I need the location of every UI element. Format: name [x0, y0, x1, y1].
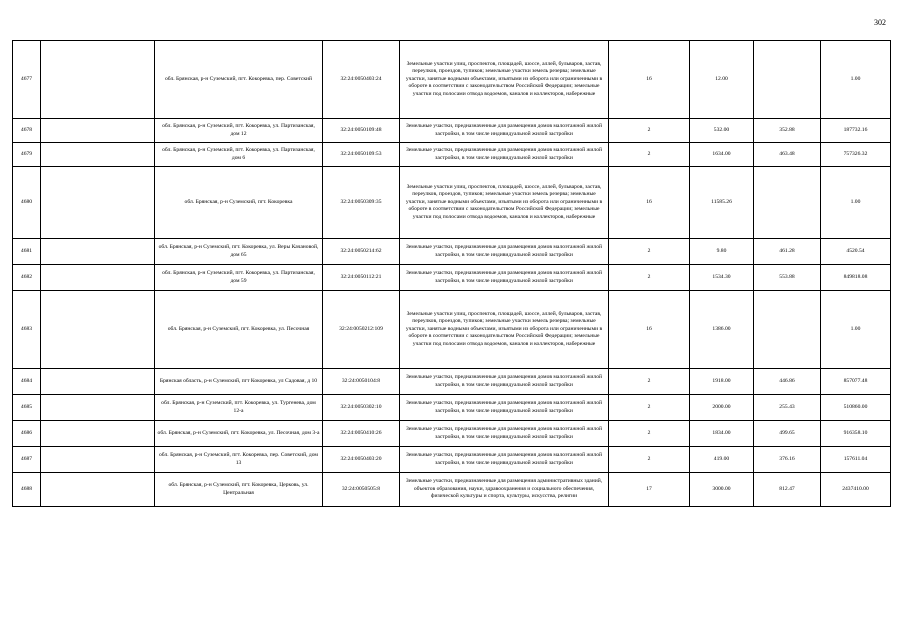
address-cell: обл. Брянская, р-н Суземский, пгт. Кокоревка, пер. Советский — [155, 41, 323, 119]
land-use-cell: Земельные участки, предназначенные для размещения домов малоэтажной жилой застройки, в том числе индивидуальной жилой застройки — [400, 369, 609, 395]
table-row — [13, 369, 891, 395]
cadastral-value-cell: 510860.00 — [821, 395, 891, 421]
address-cell: обл. Брянская, р-н Суземский, пгт. Кокоревка — [155, 167, 323, 239]
specific-value-cell — [754, 167, 821, 239]
cadastral-value-cell: 857077.48 — [821, 369, 891, 395]
group-cell: 2 — [609, 265, 690, 291]
address-cell: обл. Брянская, р-н Суземский, пгт. Кокоревка, ул. Партизанская, дом 12 — [155, 119, 323, 143]
blank-cell — [41, 395, 155, 421]
area-cell: 1834.00 — [690, 421, 754, 447]
table-row — [13, 143, 891, 167]
cadastral-value-cell: 849818.08 — [821, 265, 891, 291]
group-cell: 16 — [609, 41, 690, 119]
address-cell: Брянская область, р-н Суземский, пгт Кокоревка, ул Садовая, д 10 — [155, 369, 323, 395]
specific-value-cell: 553.88 — [754, 265, 821, 291]
address-cell: обл. Брянская, р-н Суземский, пгт. Кокоревка, ул. Веры Качановой, дом 65 — [155, 239, 323, 265]
blank-cell — [41, 291, 155, 369]
group-cell: 2 — [609, 239, 690, 265]
cadastral-number-cell: 32:24:0050505:8 — [323, 473, 400, 507]
blank-cell — [41, 369, 155, 395]
row-number: 4678 — [13, 119, 41, 143]
specific-value-cell: 499.65 — [754, 421, 821, 447]
row-number: 4679 — [13, 143, 41, 167]
address-cell: обл. Брянская, р-н Суземский, пгт. Кокоревка, пер. Советский, дом 13 — [155, 447, 323, 473]
cadastral-number-cell: 32:24:0050309:35 — [323, 167, 400, 239]
group-cell: 16 — [609, 167, 690, 239]
cadastral-number-cell: 32:24:0050403:20 — [323, 447, 400, 473]
land-use-cell: Земельные участки улиц, проспектов, площадей, шоссе, аллей, бульваров, застав, переулков, проездов, тупиков; земельные участки земель резерва; земельные участки, занятые водными объектами, изъятыми из оборота или ограниченными в обороте в соответствии с законодательством Российской Федерации; земельные участки под полосами отвода водоемов, каналов и коллекторов, набережные — [400, 291, 609, 369]
table-row — [13, 119, 891, 143]
cadastral-number-cell: 32:24:0050112:21 — [323, 265, 400, 291]
row-number: 4686 — [13, 421, 41, 447]
address-cell: обл. Брянская, р-н Суземский, пгт. Кокоревка, ул. Тургенева, дом 12-а — [155, 395, 323, 421]
table-row — [13, 265, 891, 291]
area-cell: 2000.00 — [690, 395, 754, 421]
land-use-cell: Земельные участки, предназначенные для размещения домов малоэтажной жилой застройки, в том числе индивидуальной жилой застройки — [400, 421, 609, 447]
blank-cell — [41, 447, 155, 473]
group-cell: 17 — [609, 473, 690, 507]
area-cell: 1918.00 — [690, 369, 754, 395]
page-number: 302 — [874, 18, 886, 27]
table-body — [13, 41, 891, 507]
row-number: 4688 — [13, 473, 41, 507]
group-cell: 2 — [609, 369, 690, 395]
cadastral-value-cell: 757326.32 — [821, 143, 891, 167]
land-use-cell: Земельные участки, предназначенные для размещения домов малоэтажной жилой застройки, в том числе индивидуальной жилой застройки — [400, 447, 609, 473]
specific-value-cell: 376.16 — [754, 447, 821, 473]
cadastral-value-cell: 187732.16 — [821, 119, 891, 143]
land-use-cell: Земельные участки, предназначенные для размещения домов малоэтажной жилой застройки, в том числе индивидуальной жилой застройки — [400, 239, 609, 265]
row-number: 4684 — [13, 369, 41, 395]
address-cell: обл. Брянская, р-н Суземский, пгт. Кокоревка, ул. Партизанская, дом 6 — [155, 143, 323, 167]
group-cell: 2 — [609, 421, 690, 447]
group-cell: 2 — [609, 119, 690, 143]
blank-cell — [41, 41, 155, 119]
row-number: 4683 — [13, 291, 41, 369]
land-use-cell: Земельные участки, предназначенные для размещения домов малоэтажной жилой застройки, в том числе индивидуальной жилой застройки — [400, 119, 609, 143]
cadastral-number-cell: 32:24:0050212:109 — [323, 291, 400, 369]
address-cell: обл. Брянская, р-н Суземский, пгт. Кокоревка, ул. Песочная, дом 3-а — [155, 421, 323, 447]
row-number: 4687 — [13, 447, 41, 473]
area-cell: 532.00 — [690, 119, 754, 143]
table-row — [13, 239, 891, 265]
area-cell: 3000.00 — [690, 473, 754, 507]
cadastral-number-cell: 32:24:0050214:62 — [323, 239, 400, 265]
cadastral-number-cell: 32:24:0050104:8 — [323, 369, 400, 395]
area-cell: 9.80 — [690, 239, 754, 265]
blank-cell — [41, 167, 155, 239]
blank-cell — [41, 143, 155, 167]
specific-value-cell — [754, 291, 821, 369]
cadastral-valuation-table — [12, 40, 891, 507]
blank-cell — [41, 239, 155, 265]
cadastral-value-cell: 1.00 — [821, 167, 891, 239]
specific-value-cell: 255.43 — [754, 395, 821, 421]
address-cell: обл. Брянская, р-н Суземский, пгт. Кокоревка, ул. Партизанская, дом 59 — [155, 265, 323, 291]
land-use-cell: Земельные участки улиц, проспектов, площадей, шоссе, аллей, бульваров, застав, переулков, проездов, тупиков; земельные участки земель резерва; земельные участки, занятые водными объектами, изъятыми из оборота или ограниченными в обороте в соответствии с законодательством Российской Федерации; земельные участки под полосами отвода водоемов, каналов и коллекторов, набережные — [400, 41, 609, 119]
cadastral-value-cell: 916358.10 — [821, 421, 891, 447]
land-use-cell: Земельные участки, предназначенные для размещения административных зданий, объектов образования, науки, здравоохранения и социального обеспечения, физической культуры и спорта, культуры, искусства, религии — [400, 473, 609, 507]
cadastral-value-cell: 1.00 — [821, 41, 891, 119]
specific-value-cell: 812.47 — [754, 473, 821, 507]
cadastral-number-cell: 32:24:0050109:53 — [323, 143, 400, 167]
specific-value-cell: 446.86 — [754, 369, 821, 395]
table-row — [13, 473, 891, 507]
row-number: 4681 — [13, 239, 41, 265]
specific-value-cell — [754, 41, 821, 119]
area-cell: 1386.00 — [690, 291, 754, 369]
cadastral-value-cell: 1.00 — [821, 291, 891, 369]
cadastral-value-cell: 157611.04 — [821, 447, 891, 473]
group-cell: 2 — [609, 395, 690, 421]
area-cell: 12.00 — [690, 41, 754, 119]
group-cell: 16 — [609, 291, 690, 369]
table-row — [13, 421, 891, 447]
area-cell: 11585.26 — [690, 167, 754, 239]
land-use-cell: Земельные участки, предназначенные для размещения домов малоэтажной жилой застройки, в том числе индивидуальной жилой застройки — [400, 395, 609, 421]
cadastral-value-cell: 2437410.00 — [821, 473, 891, 507]
specific-value-cell: 461.28 — [754, 239, 821, 265]
blank-cell — [41, 473, 155, 507]
blank-cell — [41, 265, 155, 291]
address-cell: обл. Брянская, р-н Суземский, пгт. Кокоревка, ул. Песочная — [155, 291, 323, 369]
row-number: 4680 — [13, 167, 41, 239]
area-cell: 1634.00 — [690, 143, 754, 167]
cadastral-number-cell: 32:24:0050109:48 — [323, 119, 400, 143]
blank-cell — [41, 421, 155, 447]
land-use-cell: Земельные участки, предназначенные для размещения домов малоэтажной жилой застройки, в том числе индивидуальной жилой застройки — [400, 143, 609, 167]
cadastral-number-cell: 32:24:0050410:26 — [323, 421, 400, 447]
address-cell: обл. Брянская, р-н Суземский, пгт. Кокоревка, Церковь, ул. Центральная — [155, 473, 323, 507]
table-row — [13, 447, 891, 473]
cadastral-number-cell: 32:24:0050302:10 — [323, 395, 400, 421]
land-use-cell: Земельные участки, предназначенные для размещения домов малоэтажной жилой застройки, в том числе индивидуальной жилой застройки — [400, 265, 609, 291]
table-row — [13, 395, 891, 421]
blank-cell — [41, 119, 155, 143]
row-number: 4677 — [13, 41, 41, 119]
area-cell: 1534.30 — [690, 265, 754, 291]
area-cell: 419.00 — [690, 447, 754, 473]
table-row — [13, 41, 891, 119]
group-cell: 2 — [609, 143, 690, 167]
row-number: 4682 — [13, 265, 41, 291]
row-number: 4685 — [13, 395, 41, 421]
cadastral-number-cell: 32:24:0050403:24 — [323, 41, 400, 119]
cadastral-value-cell: 4520.54 — [821, 239, 891, 265]
specific-value-cell: 463.48 — [754, 143, 821, 167]
table-row — [13, 291, 891, 369]
land-use-cell: Земельные участки улиц, проспектов, площадей, шоссе, аллей, бульваров, застав, переулков, проездов, тупиков; земельные участки земель резерва; земельные участки, занятые водными объектами, изъятыми из оборота или ограниченными в обороте в соответствии с законодательством Российской Федерации; земельные участки под полосами отвода водоемов, каналов и коллекторов, набережные — [400, 167, 609, 239]
group-cell: 2 — [609, 447, 690, 473]
table-row — [13, 167, 891, 239]
specific-value-cell: 352.88 — [754, 119, 821, 143]
